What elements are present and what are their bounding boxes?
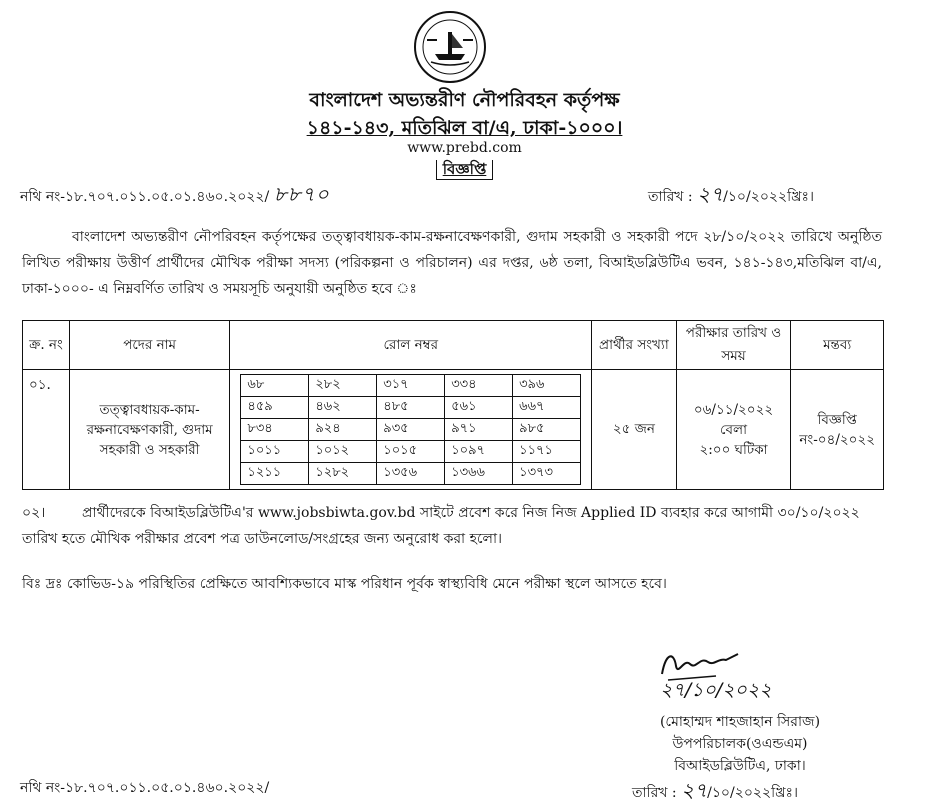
website-url: www.prebd.com bbox=[407, 140, 522, 156]
roll-number-cell: ৩৯৬ bbox=[513, 375, 581, 397]
table-header-row bbox=[23, 321, 884, 370]
roll-row bbox=[241, 419, 581, 441]
memo-reference-top: নথি নং-১৮.৭০৭.০১১.০৫.০১.৪৬০.২০২২/ ৮৮৭০ bbox=[20, 182, 330, 206]
roll-number-cell: ৪৮৫ bbox=[377, 397, 445, 419]
roll-number-cell: ৯৩৫ bbox=[377, 419, 445, 441]
handwritten-date-day: ২৭ bbox=[697, 182, 724, 206]
roll-number-cell: ১০১২ bbox=[309, 441, 377, 463]
roll-number-cell: ১০৯৭ bbox=[445, 441, 513, 463]
handwritten-date-day-bottom: ২৭ bbox=[681, 778, 708, 802]
roll-number-cell: ৩১৭ bbox=[377, 375, 445, 397]
cell-post-name: তত্ত্বাবধায়ক-কাম-রক্ষনাবেক্ষণকারী, গুদাম সহকারী ও সহকারী bbox=[69, 370, 230, 490]
roll-number-cell: ৬৮ bbox=[241, 375, 309, 397]
point-2-text: প্রার্থীদেরকে বিআইডব্লিউটিএ'র www.jobsbiwta.gov.bd সাইটে প্রবেশ করে নিজ নিজ Applied ID ব্যবহার করে আগামী ৩০/১০/২০২২ তারিখ হতে মৌখিক পরীক্ষার প্রবেশ পত্র ডাউনলোড/সংগ্রহের জন্য অনুরোধ করা হলো। bbox=[22, 505, 860, 547]
instruction-point-2 bbox=[22, 500, 884, 552]
roll-number-cell: ৮৩৪ bbox=[241, 419, 309, 441]
header-candidates: প্রার্থীর সংখ্যা bbox=[592, 321, 677, 370]
biwta-seal-logo bbox=[405, 10, 495, 84]
header-post-name: পদের নাম bbox=[69, 321, 230, 370]
roll-number-cell: ১০১১ bbox=[241, 441, 309, 463]
table-row bbox=[23, 370, 884, 490]
header-exam-datetime: পরীক্ষার তারিখ ও সময় bbox=[676, 321, 791, 370]
roll-row bbox=[241, 397, 581, 419]
roll-number-cell: ১৩৫৬ bbox=[377, 463, 445, 485]
header-remarks: মন্তব্য bbox=[791, 321, 884, 370]
roll-row bbox=[241, 375, 581, 397]
roll-number-cell: ১১৭১ bbox=[513, 441, 581, 463]
roll-number-cell: ১২৮২ bbox=[309, 463, 377, 485]
roll-number-cell: ৫৬১ bbox=[445, 397, 513, 419]
memo-reference-bottom: নথি নং-১৮.৭০৭.০১১.০৫.০১.৪৬০.২০২২/ bbox=[20, 780, 270, 796]
notice-body-paragraph: বাংলাদেশ অভ্যন্তরীণ নৌপরিবহন কর্তৃপক্ষের তত্ত্বাবধায়ক-কাম-রক্ষনাবেক্ষণকারী, গুদাম সহকারী ও সহকারী পদে ২৮/১০/২০২২ তারিখে অনুষ্ঠিত লিখিত পরীক্ষায় উত্তীর্ণ প্রার্থীদের মৌখিক পরীক্ষা সদস্য (পরিকল্পনা ও পরিচালন) এর দপ্তর, ৬ষ্ঠ তলা, বিআইডব্লিউটিএ ভবন, ১৪১-১৪৩,মতিঝিল বা/এ, ঢাকা-১০০০- এ নিম্নবর্ণিত তারিখ ও সময়সূচি অনুযায়ী অনুষ্ঠিত হবে ঃ bbox=[22, 229, 882, 297]
roll-number-cell: ২৮২ bbox=[309, 375, 377, 397]
header-roll-number: রোল নম্বর bbox=[230, 321, 592, 370]
date-bottom: তারিখ : ২৭/১০/২০২২খ্রিঃ। bbox=[632, 778, 799, 802]
signer-designation: উপপরিচালক(ওএন্ডএম) bbox=[672, 736, 808, 752]
roll-row bbox=[241, 441, 581, 463]
cell-exam-datetime bbox=[676, 370, 791, 490]
roll-number-cell: ৪৫৯ bbox=[241, 397, 309, 419]
handwritten-memo-number: ৮৮৭০ bbox=[273, 182, 330, 206]
nota-bene-note: বিঃ দ্রঃ কোভিড-১৯ পরিস্থিতির প্রেক্ষিতে আবশ্যিকভাবে মাস্ক পরিধান পূর্বক স্বাস্থ্যবিধি মেনে পরীক্ষা স্থলে আসতে হবে। bbox=[22, 576, 667, 592]
roll-number-cell: ৩৩৪ bbox=[445, 375, 513, 397]
organization-name: বাংলাদেশ অভ্যন্তরীণ নৌপরিবহন কর্তৃপক্ষ bbox=[309, 89, 620, 111]
roll-number-cell: ৬৬৭ bbox=[513, 397, 581, 419]
cell-serial: ০১. bbox=[23, 370, 70, 490]
header-serial: ক্র. নং bbox=[23, 321, 70, 370]
date-top: তারিখ : ২৭/১০/২০২২খ্রিঃ। bbox=[648, 182, 815, 206]
exam-schedule-table bbox=[22, 320, 884, 490]
roll-number-cell: ১২১১ bbox=[241, 463, 309, 485]
notice-title: বিজ্ঞপ্তি bbox=[0, 158, 929, 183]
organization-address: ১৪১-১৪৩, মতিঝিল বা/এ, ঢাকা-১০০০। bbox=[306, 117, 623, 139]
cell-roll-numbers bbox=[230, 370, 592, 490]
roll-number-cell: ১৩৬৬ bbox=[445, 463, 513, 485]
signer-name: (মোহাম্মদ শাহজাহান সিরাজ) bbox=[659, 714, 821, 730]
signature-date: ২৭/১০/২০২২ bbox=[660, 679, 772, 701]
roll-number-grid bbox=[240, 374, 581, 485]
cell-candidates: ২৫ জন bbox=[592, 370, 677, 490]
cell-remarks: বিজ্ঞপ্তি নং-০৪/২০২২ bbox=[791, 370, 884, 490]
exam-date: ০৬/১১/২০২২ bbox=[693, 401, 774, 418]
roll-row bbox=[241, 463, 581, 485]
roll-number-cell: ৯৮৫ bbox=[513, 419, 581, 441]
exam-time-label: বেলা bbox=[720, 421, 747, 438]
roll-number-cell: ৯৭১ bbox=[445, 419, 513, 441]
roll-number-cell: ৯২৪ bbox=[309, 419, 377, 441]
point-2-number: ০২। bbox=[22, 505, 46, 521]
roll-number-cell: ১০১৫ bbox=[377, 441, 445, 463]
roll-number-cell: ৪৬২ bbox=[309, 397, 377, 419]
signer-office: বিআইডব্লিউটিএ, ঢাকা। bbox=[674, 758, 806, 774]
exam-time: ২:০০ ঘটিকা bbox=[699, 441, 768, 458]
roll-number-cell: ১৩৭৩ bbox=[513, 463, 581, 485]
